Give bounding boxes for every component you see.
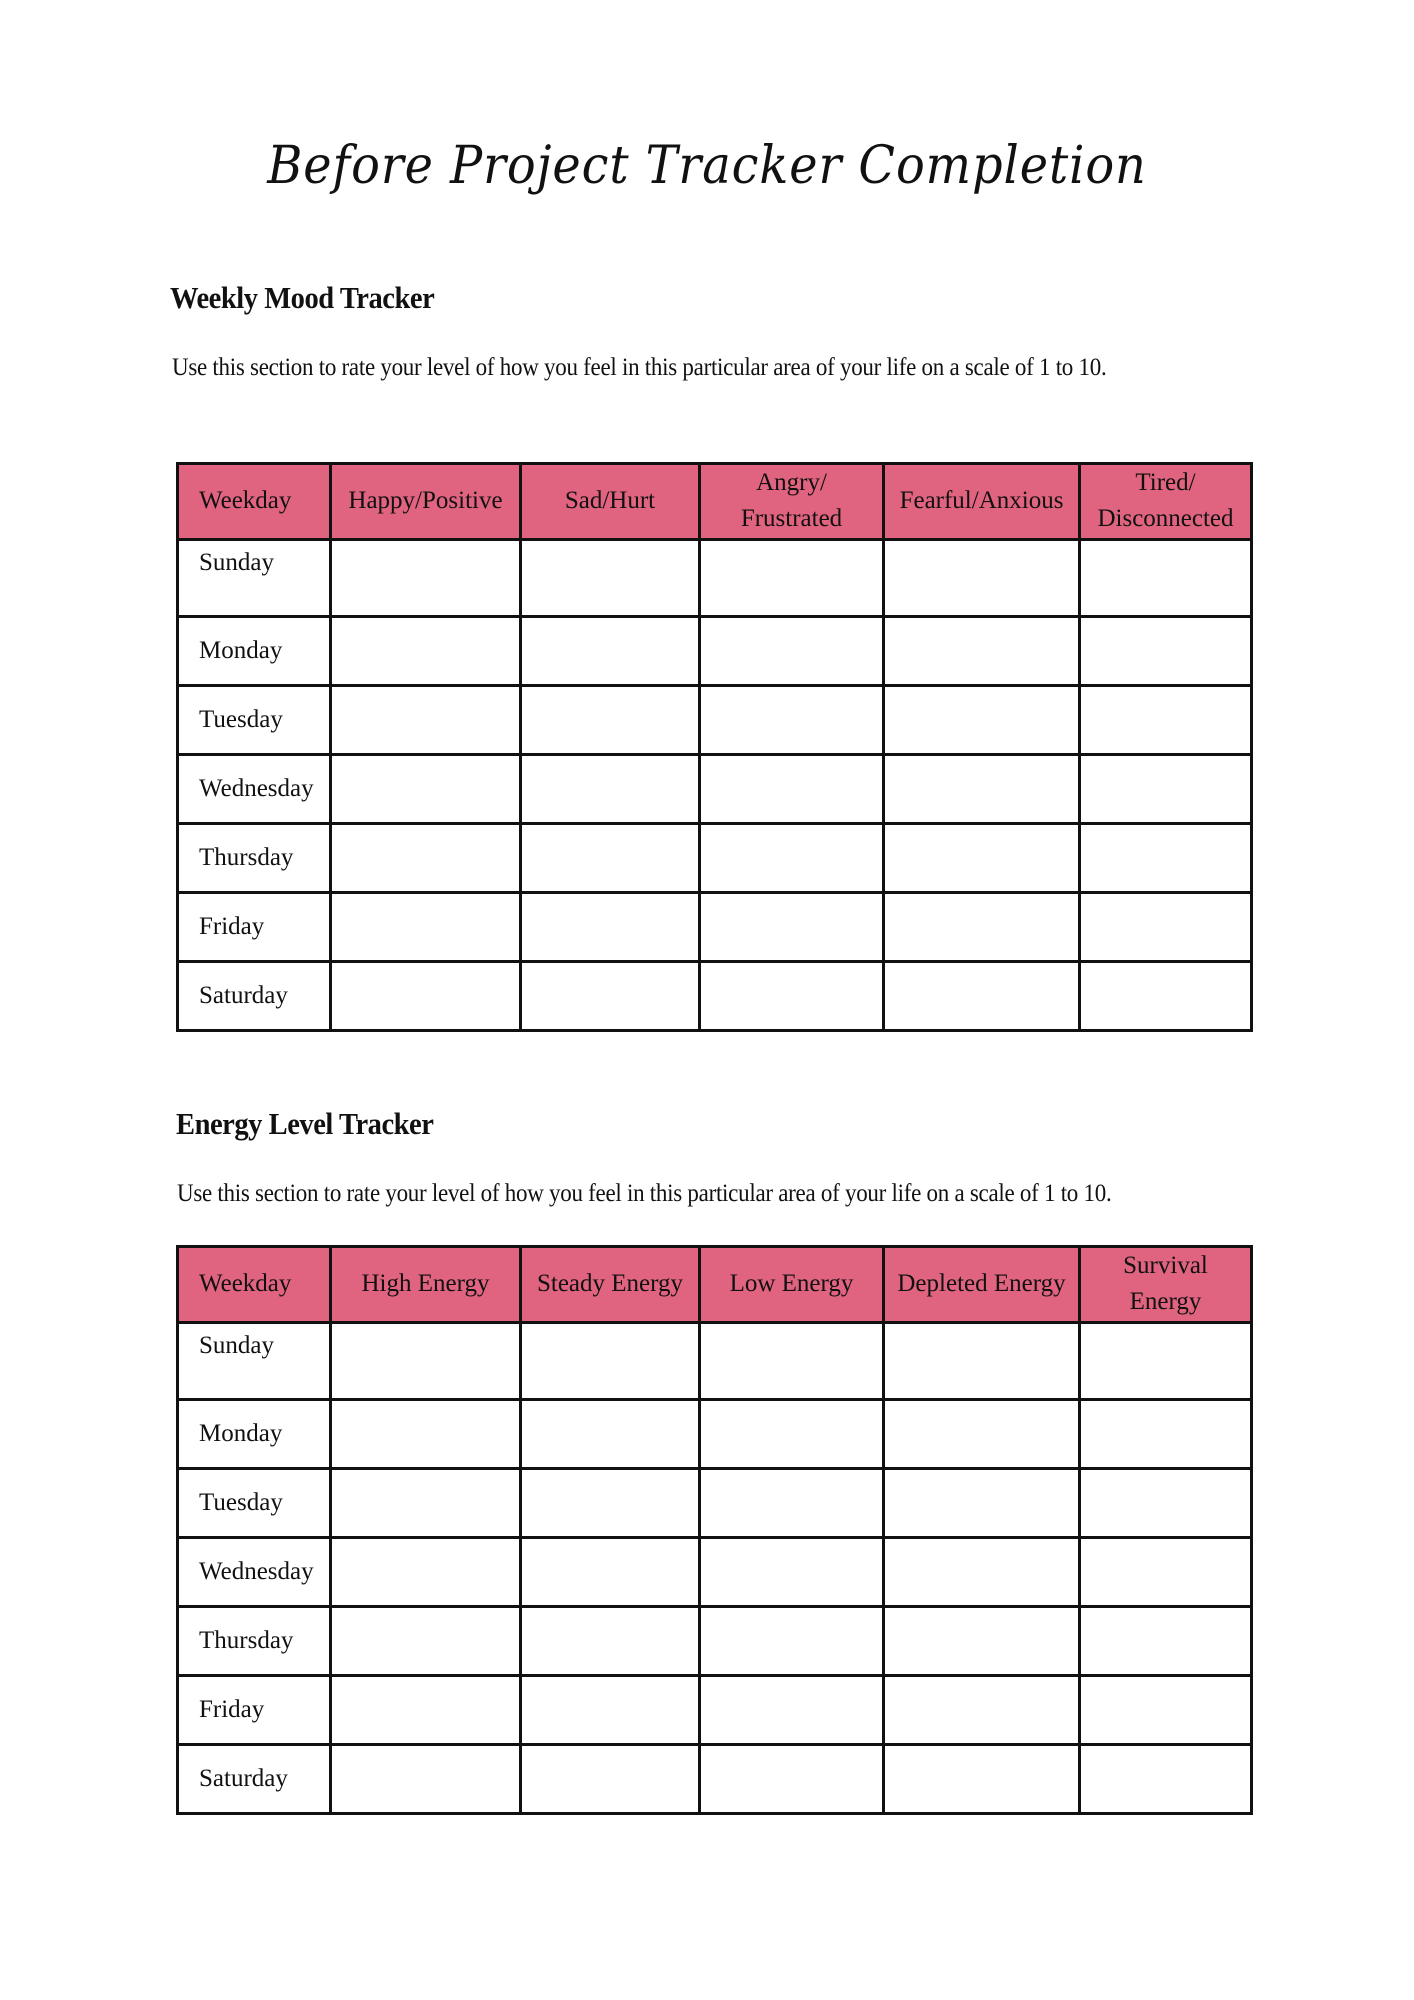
mood-rating-cell[interactable] [1080, 616, 1252, 685]
energy-weekday-label: Wednesday [178, 1537, 331, 1606]
mood-rating-cell[interactable] [1080, 961, 1252, 1030]
energy-weekday-label: Saturday [178, 1744, 331, 1813]
mood-rating-cell[interactable] [700, 616, 884, 685]
mood-tracker-instructions: Use this section to rate your level of how you feel in this particular area of your life on a scale of 1 to 10. [172, 354, 1107, 381]
energy-rating-cell[interactable] [1080, 1468, 1252, 1537]
energy-rating-cell[interactable] [884, 1537, 1080, 1606]
mood-rating-cell[interactable] [1080, 892, 1252, 961]
energy-tracker-table [176, 1245, 1253, 1815]
mood-rating-cell[interactable] [1080, 823, 1252, 892]
mood-rating-cell[interactable] [521, 961, 700, 1030]
mood-rating-cell[interactable] [700, 754, 884, 823]
mood-col-fearful: Fearful/Anxious [884, 464, 1080, 540]
mood-rating-cell[interactable] [521, 685, 700, 754]
mood-rating-cell[interactable] [331, 892, 521, 961]
mood-row-wednesday [178, 754, 1252, 823]
mood-col-tired: Tired/ Disconnected [1080, 464, 1252, 540]
energy-rating-cell[interactable] [521, 1399, 700, 1468]
energy-col-depleted: Depleted Energy [884, 1247, 1080, 1323]
mood-rating-cell[interactable] [521, 616, 700, 685]
mood-rating-cell[interactable] [331, 754, 521, 823]
energy-rating-cell[interactable] [331, 1322, 521, 1399]
energy-rating-cell[interactable] [884, 1606, 1080, 1675]
mood-rating-cell[interactable] [331, 616, 521, 685]
energy-rating-cell[interactable] [1080, 1744, 1252, 1813]
mood-row-saturday [178, 961, 1252, 1030]
mood-rating-cell[interactable] [700, 685, 884, 754]
energy-tracker-heading: Energy Level Tracker [176, 1106, 434, 1141]
energy-rating-cell[interactable] [884, 1675, 1080, 1744]
mood-weekday-label: Monday [178, 616, 331, 685]
mood-weekday-label: Friday [178, 892, 331, 961]
mood-row-tuesday [178, 685, 1252, 754]
energy-col-steady: Steady Energy [521, 1247, 700, 1323]
mood-rating-cell[interactable] [884, 685, 1080, 754]
mood-rating-cell[interactable] [521, 823, 700, 892]
energy-rating-cell[interactable] [331, 1675, 521, 1744]
energy-row-wednesday [178, 1537, 1252, 1606]
mood-rating-cell[interactable] [331, 539, 521, 616]
energy-weekday-label: Monday [178, 1399, 331, 1468]
mood-rating-cell[interactable] [700, 539, 884, 616]
mood-rating-cell[interactable] [884, 616, 1080, 685]
energy-rating-cell[interactable] [1080, 1399, 1252, 1468]
mood-col-sad: Sad/Hurt [521, 464, 700, 540]
mood-rating-cell[interactable] [521, 892, 700, 961]
mood-rating-cell[interactable] [521, 539, 700, 616]
energy-rating-cell[interactable] [884, 1468, 1080, 1537]
mood-weekday-label: Sunday [178, 539, 331, 616]
mood-rating-cell[interactable] [331, 685, 521, 754]
energy-rating-cell[interactable] [884, 1744, 1080, 1813]
energy-rating-cell[interactable] [700, 1606, 884, 1675]
page-title: Before Project Tracker Completion [267, 136, 1147, 196]
mood-rating-cell[interactable] [331, 823, 521, 892]
energy-rating-cell[interactable] [521, 1537, 700, 1606]
mood-weekday-label: Wednesday [178, 754, 331, 823]
energy-weekday-label: Thursday [178, 1606, 331, 1675]
energy-rating-cell[interactable] [521, 1675, 700, 1744]
mood-tracker-heading: Weekly Mood Tracker [170, 280, 435, 315]
mood-row-thursday [178, 823, 1252, 892]
energy-rating-cell[interactable] [521, 1322, 700, 1399]
energy-rating-cell[interactable] [521, 1744, 700, 1813]
mood-col-angry: Angry/ Frustrated [700, 464, 884, 540]
energy-row-friday [178, 1675, 1252, 1744]
mood-rating-cell[interactable] [1080, 539, 1252, 616]
mood-rating-cell[interactable] [700, 892, 884, 961]
energy-rating-cell[interactable] [1080, 1606, 1252, 1675]
energy-col-weekday: Weekday [178, 1247, 331, 1323]
energy-row-sunday [178, 1322, 1252, 1399]
energy-rating-cell[interactable] [331, 1468, 521, 1537]
mood-rating-cell[interactable] [884, 892, 1080, 961]
mood-rating-cell[interactable] [884, 539, 1080, 616]
mood-rating-cell[interactable] [331, 961, 521, 1030]
energy-rating-cell[interactable] [700, 1675, 884, 1744]
energy-rating-cell[interactable] [521, 1468, 700, 1537]
mood-rating-cell[interactable] [884, 823, 1080, 892]
energy-rating-cell[interactable] [1080, 1675, 1252, 1744]
energy-rating-cell[interactable] [884, 1399, 1080, 1468]
mood-weekday-label: Tuesday [178, 685, 331, 754]
energy-rating-cell[interactable] [700, 1537, 884, 1606]
mood-rating-cell[interactable] [700, 961, 884, 1030]
mood-rating-cell[interactable] [521, 754, 700, 823]
energy-weekday-label: Sunday [178, 1322, 331, 1399]
energy-col-high: High Energy [331, 1247, 521, 1323]
energy-row-saturday [178, 1744, 1252, 1813]
mood-col-happy: Happy/Positive [331, 464, 521, 540]
mood-col-weekday: Weekday [178, 464, 331, 540]
mood-header-row [178, 464, 1252, 540]
energy-rating-cell[interactable] [884, 1322, 1080, 1399]
energy-rating-cell[interactable] [1080, 1537, 1252, 1606]
mood-rating-cell[interactable] [884, 961, 1080, 1030]
energy-rating-cell[interactable] [331, 1606, 521, 1675]
energy-rating-cell[interactable] [521, 1606, 700, 1675]
mood-row-monday [178, 616, 1252, 685]
mood-rating-cell[interactable] [1080, 685, 1252, 754]
energy-col-low: Low Energy [700, 1247, 884, 1323]
energy-rating-cell[interactable] [331, 1744, 521, 1813]
mood-row-sunday [178, 539, 1252, 616]
energy-rating-cell[interactable] [700, 1399, 884, 1468]
energy-rating-cell[interactable] [700, 1468, 884, 1537]
mood-weekday-label: Thursday [178, 823, 331, 892]
energy-weekday-label: Tuesday [178, 1468, 331, 1537]
mood-rating-cell[interactable] [700, 823, 884, 892]
mood-rating-cell[interactable] [1080, 754, 1252, 823]
energy-rating-cell[interactable] [331, 1537, 521, 1606]
mood-rating-cell[interactable] [884, 754, 1080, 823]
energy-rating-cell[interactable] [331, 1399, 521, 1468]
energy-col-survival: Survival Energy [1080, 1247, 1252, 1323]
energy-weekday-label: Friday [178, 1675, 331, 1744]
energy-row-tuesday [178, 1468, 1252, 1537]
energy-header-row [178, 1247, 1252, 1323]
mood-tracker-table [176, 462, 1253, 1032]
energy-rating-cell[interactable] [700, 1322, 884, 1399]
energy-rating-cell[interactable] [700, 1744, 884, 1813]
energy-row-monday [178, 1399, 1252, 1468]
mood-weekday-label: Saturday [178, 961, 331, 1030]
mood-row-friday [178, 892, 1252, 961]
energy-row-thursday [178, 1606, 1252, 1675]
energy-tracker-instructions: Use this section to rate your level of how you feel in this particular area of your life on a scale of 1 to 10. [177, 1180, 1112, 1207]
energy-rating-cell[interactable] [1080, 1322, 1252, 1399]
